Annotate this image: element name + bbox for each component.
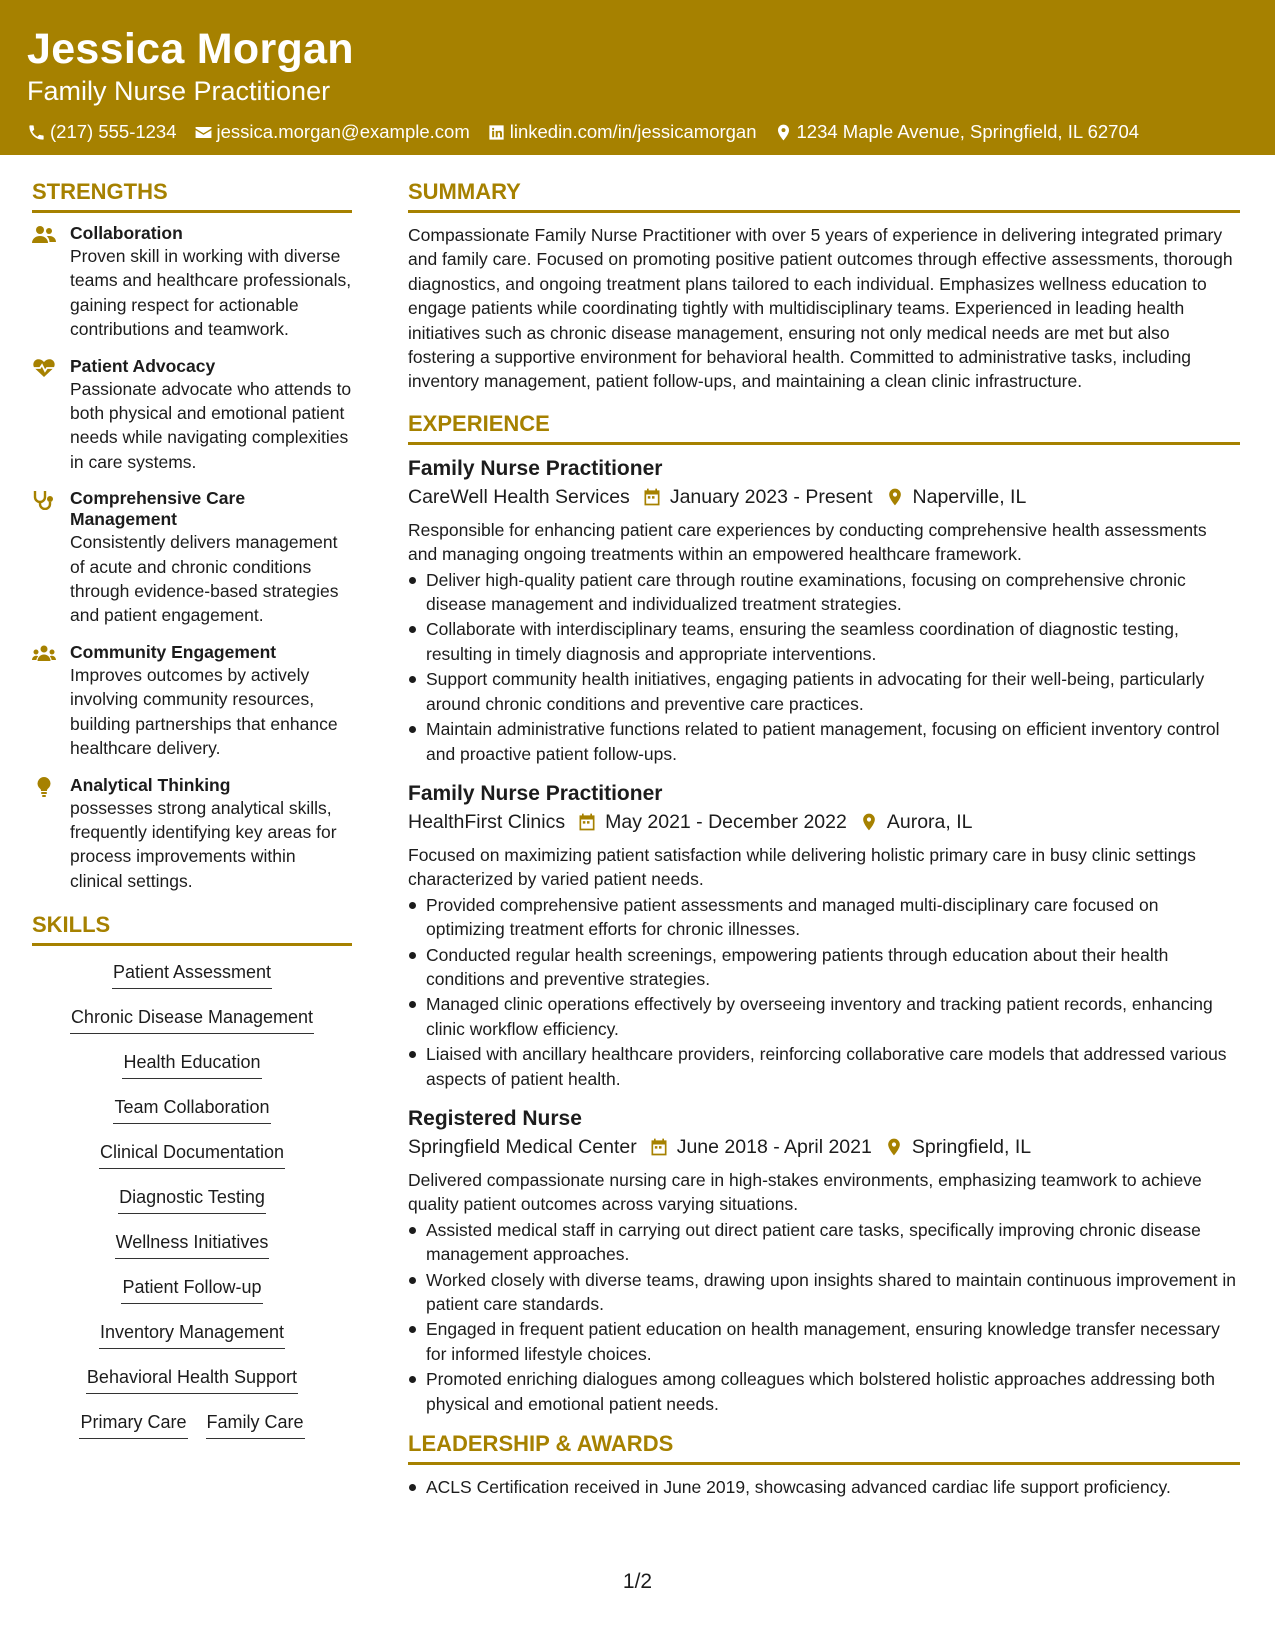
strength-item <box>32 356 352 475</box>
experience-heading: EXPERIENCE <box>408 410 1240 445</box>
strength-item <box>32 223 352 342</box>
job-location: Naperville, IL <box>912 485 1027 508</box>
skills-list <box>32 956 352 1455</box>
strength-name: Community Engagement <box>70 641 277 662</box>
job-location: Springfield, IL <box>911 1135 1032 1158</box>
strength-desc: Proven skill in working with diverse teams and healthcare professionals, gaining respect for actionable contributions and teamwork. <box>70 246 352 340</box>
linkedin-icon <box>487 123 506 142</box>
left-column <box>32 178 352 1455</box>
people-group-icon <box>32 644 56 664</box>
skills-heading: SKILLS <box>32 911 352 946</box>
skill-tag: Team Collaboration <box>113 1095 270 1124</box>
job-bullet: Provided comprehensive patient assessments and managed multi-disciplinary care focused on optimizing treatment efforts for chronic illnesses. <box>408 893 1240 942</box>
job-entry <box>408 1105 1240 1416</box>
skill-tag: Patient Assessment <box>112 960 272 989</box>
strength-name: Patient Advocacy <box>70 355 216 376</box>
leadership-heading: LEADERSHIP & AWARDS <box>408 1430 1240 1465</box>
lightbulb-icon <box>32 777 56 797</box>
strength-item <box>32 642 352 761</box>
job-company: Springfield Medical Center <box>408 1135 637 1158</box>
strength-item <box>32 488 352 628</box>
candidate-name: Jessica Morgan <box>27 25 354 73</box>
contact-address-text: 1234 Maple Avenue, Springfield, IL 62704 <box>796 121 1140 142</box>
job-description: Delivered compassionate nursing care in high-stakes environments, emphasizing teamwork to achieve quality patient outcomes across varying situations. <box>408 1169 1202 1215</box>
job-title: Family Nurse Practitioner <box>408 781 663 805</box>
calendar-icon <box>649 1137 669 1157</box>
job-bullets <box>408 1218 1240 1416</box>
skill-tag: Family Care <box>206 1410 305 1439</box>
job-bullet: Liaised with ancillary healthcare providers, reinforcing collaborative care models that addressed various aspects of patient health. <box>408 1042 1240 1091</box>
skill-tag: Patient Follow-up <box>121 1275 262 1304</box>
job-title: Registered Nurse <box>408 1106 582 1130</box>
job-meta <box>408 482 1240 512</box>
job-bullets <box>408 893 1240 1091</box>
job-dates: May 2021 - December 2022 <box>605 810 847 833</box>
job-entry <box>408 780 1240 1091</box>
job-company: CareWell Health Services <box>408 485 630 508</box>
award-item: ACLS Certification received in June 2019, showcasing advanced cardiac life support proficiency. <box>408 1475 1240 1499</box>
job-bullet: Assisted medical staff in carrying out direct patient care tasks, specifically improving chronic disease management approaches. <box>408 1218 1240 1267</box>
skill-tag: Primary Care <box>79 1410 187 1439</box>
calendar-icon <box>642 487 662 507</box>
strength-desc: possesses strong analytical skills, frequently identifying key areas for process improvements within clinical settings. <box>70 797 337 891</box>
contact-phone[interactable] <box>27 120 177 144</box>
page-number: 1/2 <box>622 1570 653 1593</box>
skill-tag: Chronic Disease Management <box>70 1005 314 1034</box>
contact-linkedin[interactable] <box>487 120 757 144</box>
users-icon <box>32 225 56 245</box>
job-title: Family Nurse Practitioner <box>408 456 663 480</box>
right-column <box>408 178 1240 1499</box>
contact-email-text: jessica.morgan@example.com <box>216 121 470 142</box>
skill-tag: Diagnostic Testing <box>118 1185 266 1214</box>
job-bullet: Worked closely with diverse teams, drawing upon insights shared to maintain continuous improvement in patient care standards. <box>408 1268 1240 1317</box>
phone-icon <box>27 123 46 142</box>
job-bullet: Maintain administrative functions related to patient management, focusing on efficient inventory control and proactive patient follow-ups. <box>408 717 1240 766</box>
job-bullets <box>408 568 1240 766</box>
job-description: Responsible for enhancing patient care experiences by conducting comprehensive health assessments and managing ongoing treatments within an empowered healthcare framework. <box>408 519 1207 565</box>
map-pin-icon <box>774 123 793 142</box>
skill-tag: Wellness Initiatives <box>115 1230 270 1259</box>
job-company: HealthFirst Clinics <box>408 810 566 833</box>
calendar-icon <box>577 812 597 832</box>
job-meta <box>408 807 1240 837</box>
heartbeat-icon <box>32 358 56 378</box>
job-bullet: Collaborate with interdisciplinary teams, ensuring the seamless coordination of diagnostic testing, resulting in timely diagnosis and appropriate interventions. <box>408 617 1240 666</box>
job-meta <box>408 1132 1240 1162</box>
candidate-title: Family Nurse Practitioner <box>27 76 331 106</box>
contact-linkedin-text: linkedin.com/in/jessicamorgan <box>509 121 757 142</box>
summary-heading: SUMMARY <box>408 178 1240 213</box>
summary-text: Compassionate Family Nurse Practitioner with over 5 years of experience in delivering integrated primary and family care. Focused on promoting positive patient outcomes through effective assessments, thorough diagnostics, and ongoing treatment plans tailored to each individual. Emphasizes wellness education to engage patients while coordinating tightly with multidisciplinary teams. Experienced in leading health initiatives such as chronic disease management, ensuring not only medical needs are met but also fostering a supportive environment for behavioral health. Committed to administrative tasks, including inventory management, patient follow-ups, and maintaining a clean clinic infrastructure. <box>408 225 1233 392</box>
contact-address <box>774 120 1140 144</box>
job-description: Focused on maximizing patient satisfaction while delivering holistic primary care in busy clinic settings characterized by varied patient needs. <box>408 844 1196 890</box>
map-pin-icon <box>885 487 905 507</box>
strength-desc: Improves outcomes by actively involving community resources, building partnerships that enhance healthcare delivery. <box>70 664 338 759</box>
job-bullet: Conducted regular health screenings, empowering patients through education about their health conditions and preventive strategies. <box>408 943 1240 992</box>
job-bullet: Promoted enriching dialogues among colleagues which bolstered holistic approaches addressing both physical and emotional patient needs. <box>408 1367 1240 1416</box>
contact-bar <box>27 120 1248 144</box>
resume-header <box>0 0 1275 155</box>
job-entry <box>408 455 1240 766</box>
job-location: Aurora, IL <box>886 810 973 833</box>
contact-email[interactable] <box>194 120 470 144</box>
skill-tag: Inventory Management <box>99 1320 285 1349</box>
job-bullet: Deliver high-quality patient care through routine examinations, focusing on comprehensive chronic disease management and individualized treatment strategies. <box>408 568 1240 617</box>
stethoscope-icon <box>32 490 56 510</box>
job-dates: June 2018 - April 2021 <box>676 1135 872 1158</box>
strengths-heading: STRENGTHS <box>32 178 352 213</box>
strength-item <box>32 775 352 894</box>
strength-name: Comprehensive Care Management <box>70 488 246 530</box>
strength-desc: Passionate advocate who attends to both physical and emotional patient needs while navigating complexities in care systems. <box>70 378 352 472</box>
strength-name: Collaboration <box>70 223 183 243</box>
strength-desc: Consistently delivers management of acute and chronic conditions through evidence-based strategies and patient engagement. <box>70 532 339 626</box>
skill-tag: Health Education <box>122 1050 261 1079</box>
contact-phone-text: (217) 555-1234 <box>50 121 177 142</box>
job-dates: January 2023 - Present <box>669 485 873 508</box>
map-pin-icon <box>884 1137 904 1157</box>
job-bullet: Managed clinic operations effectively by overseeing inventory and tracking patient records, enhancing clinic workflow efficiency. <box>408 992 1240 1041</box>
job-bullet: Support community health initiatives, engaging patients in advocating for their well-being, particularly around chronic conditions and preventive care practices. <box>408 667 1240 716</box>
job-bullet: Engaged in frequent patient education on health management, ensuring knowledge transfer necessary for informed lifestyle choices. <box>408 1317 1240 1366</box>
map-pin-icon <box>859 812 879 832</box>
skill-tag: Behavioral Health Support <box>86 1365 298 1394</box>
envelope-icon <box>194 123 213 142</box>
strength-name: Analytical Thinking <box>70 774 231 795</box>
skill-tag: Clinical Documentation <box>99 1140 285 1169</box>
leadership-list <box>408 1475 1240 1499</box>
